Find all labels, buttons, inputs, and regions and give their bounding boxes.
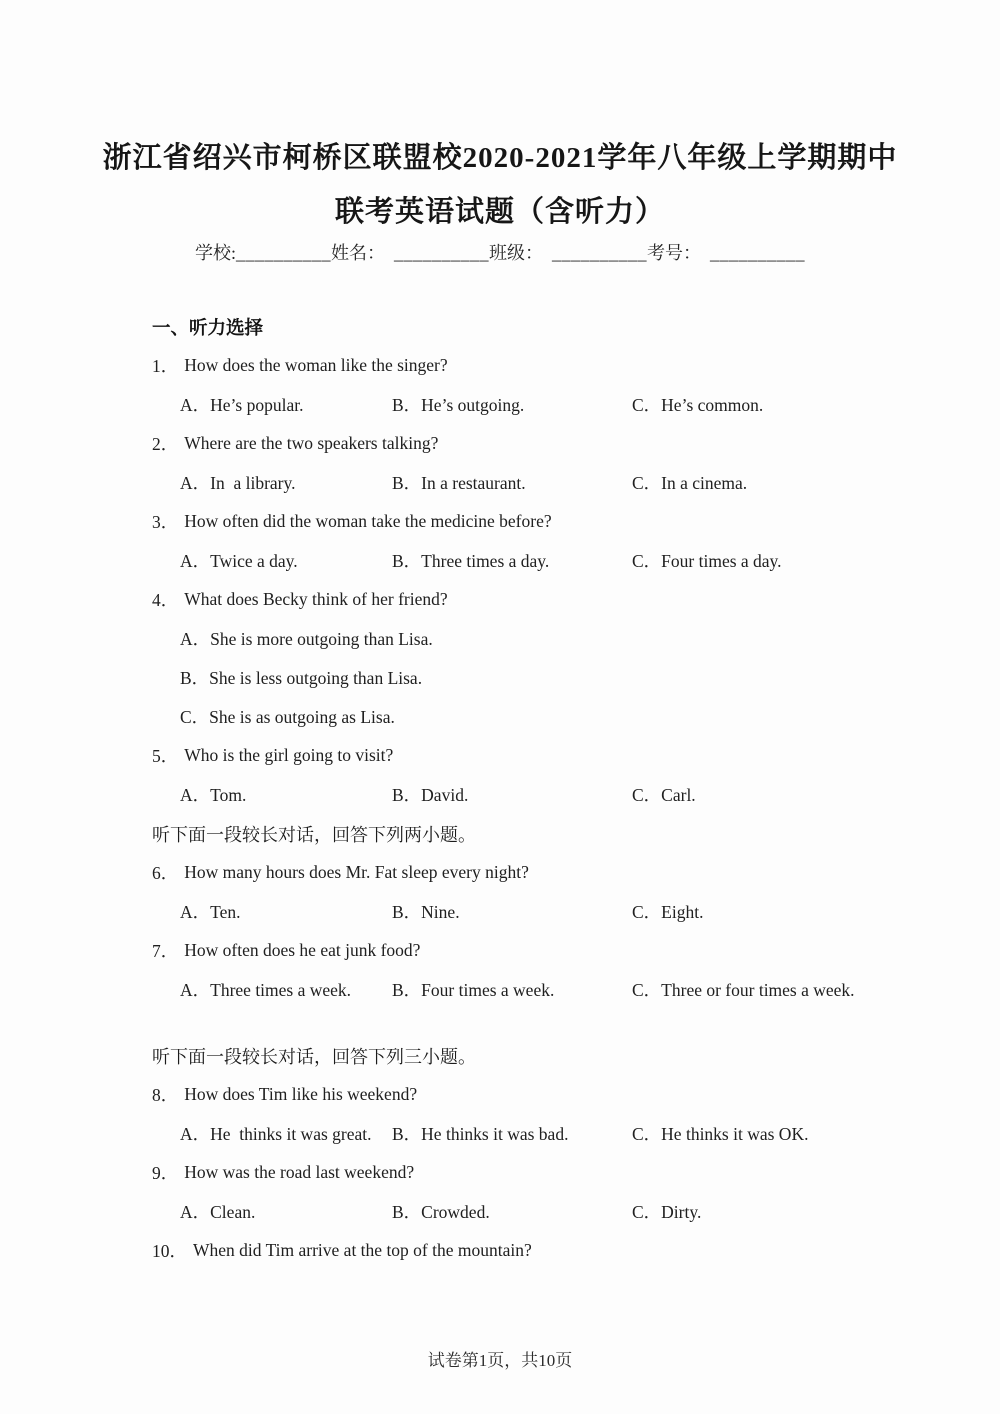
listening-instruction-two: 听下面一段较长对话，回答下列两小题。 xyxy=(152,824,476,845)
class-field xyxy=(489,243,647,263)
question-text: When did Tim arrive at the top of the mountain? xyxy=(193,1240,532,1260)
question-4 xyxy=(152,580,890,619)
question-3-options xyxy=(152,541,890,580)
option-c: C．Carl. xyxy=(632,785,696,805)
option-a: A．She is more outgoing than Lisa. xyxy=(180,629,433,649)
question-number: 8． xyxy=(152,1085,179,1105)
exam-no-label: 考号： xyxy=(647,243,701,263)
question-number: 10． xyxy=(152,1241,187,1261)
questions-section xyxy=(152,307,890,1270)
question-7 xyxy=(152,931,890,970)
question-number: 4． xyxy=(152,590,179,610)
option-c: C．He’s common. xyxy=(632,395,764,415)
question-text: Who is the girl going to visit? xyxy=(184,745,394,765)
question-8-options xyxy=(152,1114,890,1153)
question-text: What does Becky think of her friend? xyxy=(184,589,448,609)
listening-instruction-three: 听下面一段较长对话，回答下列三小题。 xyxy=(152,1046,476,1067)
question-number: 6． xyxy=(152,863,179,883)
option-c: C．She is as outgoing as Lisa. xyxy=(180,707,395,727)
option-b: B．She is less outgoing than Lisa. xyxy=(180,668,423,688)
option-a: A．In a library. xyxy=(180,473,296,493)
school-field xyxy=(195,243,331,263)
question-9-options xyxy=(152,1192,890,1231)
school-blank: __________ xyxy=(236,243,331,263)
question-number: 2． xyxy=(152,434,179,454)
option-b: B．In a restaurant. xyxy=(392,473,526,493)
option-a: A．Three times a week. xyxy=(180,980,352,1000)
question-6 xyxy=(152,853,890,892)
question-3 xyxy=(152,502,890,541)
option-a: A．Twice a day. xyxy=(180,551,298,571)
exam-no-blank: __________ xyxy=(710,243,805,263)
paper-title-line2: 联考英语试题（含听力） xyxy=(334,196,665,228)
question-text: How often did the woman take the medicine before? xyxy=(184,511,552,531)
question-4-option-a xyxy=(152,619,890,658)
name-field xyxy=(331,243,489,263)
section-heading: 一、听力选择 xyxy=(152,316,264,338)
exam-no-field xyxy=(647,243,805,263)
question-10 xyxy=(152,1231,890,1270)
option-b: B．Nine. xyxy=(392,902,460,922)
question-number: 7． xyxy=(152,941,179,961)
option-b: B．Three times a day. xyxy=(392,551,550,571)
question-text: How does the woman like the singer? xyxy=(184,355,448,375)
name-label: 姓名： xyxy=(331,243,385,263)
paper-title-line1: 浙江省绍兴市柯桥区联盟校2020-2021学年八年级上学期期中 xyxy=(102,142,898,174)
option-a: A．Clean. xyxy=(180,1202,256,1222)
option-b: B．David. xyxy=(392,785,469,805)
name-blank: __________ xyxy=(394,243,489,263)
question-1 xyxy=(152,346,890,385)
question-number: 3． xyxy=(152,512,179,532)
question-text: How does Tim like his weekend? xyxy=(184,1084,418,1104)
option-a: A．He’s popular. xyxy=(180,395,304,415)
question-9 xyxy=(152,1153,890,1192)
question-text: How often does he eat junk food? xyxy=(184,940,421,960)
school-label: 学校: xyxy=(194,243,236,263)
student-info-line xyxy=(0,230,1000,265)
option-c: C．Four times a day. xyxy=(632,551,782,571)
question-number: 5． xyxy=(152,746,179,766)
option-b: B．He thinks it was bad. xyxy=(392,1124,569,1144)
option-a: A．Tom. xyxy=(180,785,247,805)
option-c: C．Three or four times a week. xyxy=(632,980,855,1000)
option-c: C．Eight. xyxy=(632,902,704,922)
question-7-options xyxy=(152,970,890,1009)
question-2-options xyxy=(152,463,890,502)
option-b: B．Four times a week. xyxy=(392,980,555,1000)
question-text: How was the road last weekend? xyxy=(184,1162,415,1182)
option-c: C．In a cinema. xyxy=(632,473,748,493)
question-8 xyxy=(152,1075,890,1114)
question-5-options xyxy=(152,775,890,814)
question-5 xyxy=(152,736,890,775)
question-6-options xyxy=(152,892,890,931)
option-c: C．Dirty. xyxy=(632,1202,702,1222)
question-4-option-c xyxy=(152,697,890,736)
question-2 xyxy=(152,424,890,463)
question-text: Where are the two speakers talking? xyxy=(184,433,439,453)
question-4-option-b xyxy=(152,658,890,697)
option-a: A．Ten. xyxy=(180,902,241,922)
option-c: C．He thinks it was OK. xyxy=(632,1124,809,1144)
option-a: A．He thinks it was great. xyxy=(180,1124,372,1144)
option-b: B．Crowded. xyxy=(392,1202,490,1222)
option-b: B．He’s outgoing. xyxy=(392,395,525,415)
class-label: 班级： xyxy=(489,243,543,263)
question-text: How many hours does Mr. Fat sleep every night? xyxy=(184,862,529,882)
question-number: 1． xyxy=(152,356,179,376)
class-blank: __________ xyxy=(552,243,647,263)
question-number: 9． xyxy=(152,1163,179,1183)
question-1-options xyxy=(152,385,890,424)
page-footer: 试卷第1页，共10页 xyxy=(427,1351,573,1370)
